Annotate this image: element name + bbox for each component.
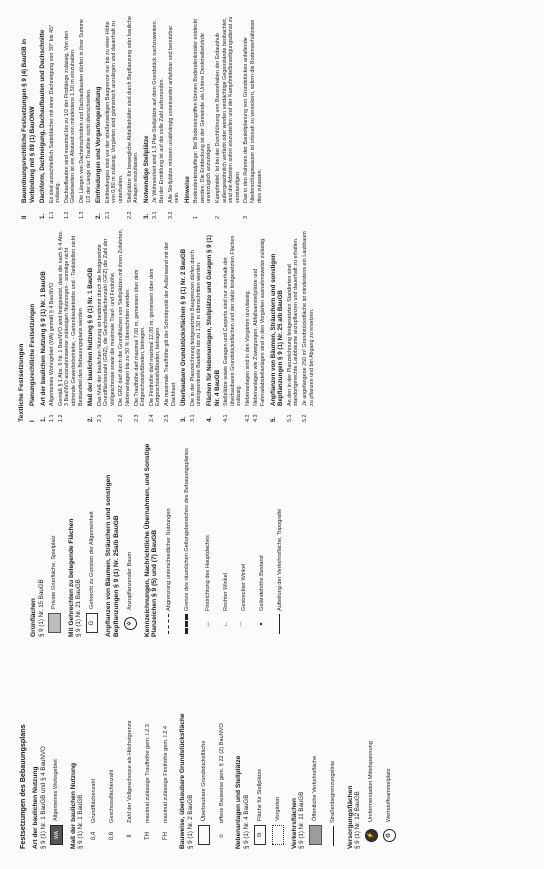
text-heading xyxy=(270,227,285,422)
legend-row xyxy=(308,644,324,849)
height-point-icon: ▾ xyxy=(259,622,266,626)
legend-row xyxy=(326,644,342,849)
legend-label: Geländehöhe Bestand xyxy=(258,555,265,611)
section-subheading: § 9 (1) Nr. 11 BauGB xyxy=(298,791,306,849)
item-text: Art der baulichen Nutzung § 9 (1) Nr. 1 BauGB xyxy=(39,271,47,406)
item-text: Das in den Rahmen der Bauleitplanung von Grundstücken anfallende Niederschlagswasser ist ortsnah zu versickern, sofern die Bodenverhältnisse dies zulassen. xyxy=(243,19,263,203)
item-number: 1.1 xyxy=(49,414,56,422)
firsthoehe-symbol: FH xyxy=(163,832,170,840)
legend-label: Firstrichtung des Hauptdaches xyxy=(204,535,211,611)
text-heading xyxy=(39,14,47,219)
section-heading: Maß der baulichen Nutzung xyxy=(69,762,77,849)
grz-symbol: 0,4 xyxy=(91,831,98,841)
legend-label: Vorgärten xyxy=(274,796,281,821)
item-text: Gemäß § 1 Abs. 6 Nr. 1 BauNVO wird festgesetzt, dass die nach § 4 Abs. 3 BauNVO ausnahmsweise zulässigen Nutzungen - sonstige nicht störende Gewerbebetriebe, - Gartenbaubetriebe und - Tankstellen nicht Bestandteil des Bebauungsplans werden. xyxy=(57,230,84,406)
item-text: Flächen für Nebenanlagen, Stellplätze und Garagen § 9 (1) Nr. 4 BauGB xyxy=(205,235,221,406)
section-subheading: § 9 (1) Nr. 4 BauGB xyxy=(242,794,250,849)
legend-label: Abgrenzung unterschiedlicher Nutzungen xyxy=(165,508,172,611)
legend-row xyxy=(104,644,120,849)
text-paragraph xyxy=(168,14,181,219)
legend-label: Umformerstation Mittelspannung xyxy=(368,741,374,822)
item-number: 4. xyxy=(205,416,213,422)
item-text: Als maximale Traufhöhe gilt der Schnittpunkt der Außenwand mit der Dachhaut. xyxy=(164,242,177,406)
text-paragraph xyxy=(127,14,140,219)
item-text: Überbaubare Grundstücksflächen § 9 (1) Nr. 2 BauGB xyxy=(180,248,188,406)
baugrenze-symbol xyxy=(198,825,210,845)
section-subheading: § 9 (1) Nr. 21 BauGB xyxy=(75,579,83,637)
item-text: Nebenanlagen sind in den Vorgärten unzulässig. xyxy=(244,290,251,406)
item-text: Kampfmittel: Ist bei der Durchführung von Bauvorhaben der Erdaushub außergewöhnlich verfärbt oder werden verdächtige Gegenstände beobachtet, sind die Arbeiten sofort einzustellen und der Kampfmittelbeseitigungsdienst zu verständigen. xyxy=(215,16,241,203)
legend-row xyxy=(214,644,230,849)
item-text: Einfriedungen sind vor der straßenseitigen Baugrenze nur bis zu einer Höhe von 0,80 m zulässig. Vorgärten sind gärtnerisch anzulegen und dauerhaft zu unterhalten. xyxy=(104,21,124,203)
item-text: Maß der baulichen Nutzung § 9 (1) Nr. 1 BauGB xyxy=(87,267,95,406)
legend-row xyxy=(47,432,63,637)
item-text: Planungsrechtliche Festsetzungen xyxy=(29,303,36,406)
right-angle-icon: ∟ xyxy=(222,621,229,627)
item-number: 2.3 xyxy=(133,414,140,422)
legend-label: Gehrecht zu Gunsten der Allgemeinheit xyxy=(89,511,96,609)
item-number: 5.1 xyxy=(286,414,293,422)
item-text: Stellplätze sowie Garagen und Carports sind nur innerhalb der überbaubaren Grundstücksflächen und der dafür festgesetzten Flächen zulässig. xyxy=(223,235,243,406)
item-text: Die Traufhöhe darf maximal 7,00 m, gemessen über dem Erdgeschossfußboden, betragen. xyxy=(133,269,147,406)
bauweise-symbol: o xyxy=(219,834,226,838)
item-text: Notwendige Stellplätze xyxy=(142,135,150,203)
section-heading: Verkehrsflächen xyxy=(290,798,298,849)
verkehrsflaeche-symbol xyxy=(309,825,322,845)
legend-label: maximal zulässige Traufhöhe gem. I.2.3 xyxy=(145,724,152,823)
item-number: II xyxy=(21,215,28,219)
item-number: 3 xyxy=(243,216,250,219)
legend-row xyxy=(86,644,102,849)
section-heading: Bauweise, überbaubare Grundstücksfläche xyxy=(179,713,187,849)
legend-row xyxy=(254,432,270,637)
item-text: Die GRZ darf durch die Grundflächen von Stellplätzen mit ihren Zufahrten, Nebenanlagen bis zu 50 % überschritten werden. xyxy=(118,228,132,406)
text-paragraph xyxy=(287,227,300,422)
legend-label: maximal zulässige Firsthöhe gem. I.2.4 xyxy=(163,726,170,823)
text-items xyxy=(21,14,263,219)
text-paragraph xyxy=(49,14,62,219)
legend-row xyxy=(270,644,286,849)
item-text: Einfriedungen und Vorgartengestaltung xyxy=(95,86,103,203)
item-number: 4.1 xyxy=(223,414,230,422)
section-heading: Mit Gehrechten zu belegende Flächen xyxy=(67,518,75,637)
legend-label: Öffentliche Verkehrsfläche xyxy=(312,755,319,821)
umformerstation-icon: ⚡ xyxy=(365,829,378,842)
legend-section-sonstige xyxy=(200,432,288,637)
legend-row xyxy=(236,432,252,637)
legend-label: Zahl der Vollgeschosse als Höchstgrenze xyxy=(127,720,134,823)
text-heading xyxy=(40,227,48,422)
item-text: Stellplätze für bewegliche Abfallbehälter sind durch Bepflanzung oder bauliche Anlagen einzufassen. xyxy=(126,16,140,203)
legend-section-versorgung xyxy=(347,644,398,849)
legend-label: offene Bauweise gem. § 22 (2) BauNVO xyxy=(218,723,225,823)
item-text: Alle Stellplätze müssen unabhängig voneinander anfahrbar und benutzbar sein. xyxy=(167,25,181,203)
text-heading xyxy=(184,14,192,219)
geltungsbereich-symbol xyxy=(185,614,188,634)
item-text: Die Längen von Dacheinschnitten und Dachaufbauten dürfen in ihrer Summe 1/2 der Länge der Trauflinie nicht überschreiten. xyxy=(79,19,92,203)
item-number: 4.3 xyxy=(253,414,260,422)
text-paragraph xyxy=(164,227,177,422)
item-number: 2. xyxy=(95,213,103,219)
legend-column-1 xyxy=(18,644,534,849)
item-text: Bodendenkmalpflege: Bei Bodeneingriffen können Bodendenkmäler entdeckt werden. Die Entdeckung ist der Gemeinde als Untere Denkmalbehörde unverzüglich anzuzeigen. xyxy=(193,19,213,203)
section-heading: Art der baulichen Nutzung xyxy=(32,766,39,849)
legend-row xyxy=(196,644,212,849)
text-paragraph xyxy=(152,14,165,219)
legend-row xyxy=(252,644,268,849)
legend-label: Anzupflanzender Baum xyxy=(127,551,134,610)
item-number: 1. xyxy=(39,416,47,422)
item-text: Das Maß der baulichen Nutzung ist bestimmt durch die festgesetzte Grundflächenzahl (GRZ), die Geschossflächenzahl (GFZ) die Zahl der Vollgeschosse sowie die maximale Trauf- und Firsthöhe. xyxy=(96,238,116,406)
wa-symbol: WA xyxy=(50,825,63,845)
text-paragraph xyxy=(118,227,131,422)
legend-label: Grundflächenzahl xyxy=(91,779,98,823)
legend-label: Grenze des räumlichen Geltungsbereiches des Bebauungsplanes xyxy=(183,448,190,611)
legend-row xyxy=(84,432,100,637)
section-heading: Kennzeichnungen, Nachrichtliche Übernahmen, und Sonstige Planzeichen § 9 (5) und (7) BauGB xyxy=(143,443,159,637)
text-paragraph xyxy=(97,227,117,422)
item-number: 2.2 xyxy=(118,414,125,422)
text-paragraph xyxy=(49,227,56,422)
stellplatz-symbol: St xyxy=(254,825,266,845)
item-text: Dachaufbauten sind maximal bis zu 1/2 der Firstlänge zulässig. Von den Giebelseiten ist ein Abstand von mindestens 1,50 m einzuhalten. xyxy=(63,30,77,203)
item-number: 3.1 xyxy=(152,211,159,219)
text-paragraph xyxy=(105,14,125,219)
text-paragraph xyxy=(134,227,147,422)
legend-label: Allgemeines Wohngebiet xyxy=(53,759,60,821)
text-paragraph xyxy=(193,14,213,219)
vollgeschoss-symbol: II xyxy=(127,834,134,838)
item-number: 2. xyxy=(87,416,95,422)
topografie-symbol xyxy=(279,614,280,634)
text-title: Textliche Festsetzungen xyxy=(18,343,25,422)
legend-row xyxy=(272,432,288,637)
legend-label: Überbaubare Grundstücksfläche xyxy=(200,740,207,821)
legend-row xyxy=(49,644,65,849)
text-heading xyxy=(143,14,151,219)
section-heading: Versorgungsflächen xyxy=(346,785,354,849)
legend-row xyxy=(158,644,174,849)
item-text: Dachform, Dachneigung, Dachaufbauten und Dachschnitte xyxy=(39,29,47,203)
text-paragraph xyxy=(58,227,84,422)
legend-row xyxy=(161,432,177,637)
legend-row xyxy=(179,432,195,637)
item-number: 1.1 xyxy=(48,211,55,219)
gfz-symbol: 0,6 xyxy=(109,831,116,841)
item-number: 2.1 xyxy=(104,211,111,219)
section-heading: Grünflächen xyxy=(30,598,37,637)
item-text: Nebenanlagen wie Zuwegungen, Abfallsammelplätze und Fahrradabstellanlagen sind in den Vorgärten ausnahmsweise zulässig. xyxy=(253,237,267,406)
legend-section-kennzeichnungen xyxy=(144,432,195,637)
section-subheading: § 9 (1) Nr. 15 BauGB xyxy=(37,579,45,637)
legend-label: Aufteilung der Verkehrsfläche, Topografie xyxy=(276,508,283,611)
legend-row xyxy=(123,432,139,637)
section-subheading: § 9 (1) Nr. 12 BauGB xyxy=(354,791,362,849)
item-number: 2.5 xyxy=(164,414,170,422)
gruenflaeche-symbol xyxy=(48,613,61,633)
straight-angle-icon: ⌒ xyxy=(242,621,249,628)
text-paragraph xyxy=(302,227,315,422)
item-text: Allgemeines Wohngebiet (WA) gemäß § 4 BauNVO xyxy=(49,282,56,406)
item-text: Hinweise xyxy=(183,176,191,203)
text-paragraph xyxy=(190,227,203,422)
text-items xyxy=(29,227,315,422)
text-column-1 xyxy=(18,227,534,422)
legend-label: Straßenbegrenzungslinie xyxy=(330,760,337,823)
text-paragraph xyxy=(215,14,241,219)
traufhoehe-symbol: TH xyxy=(145,832,152,840)
item-number: 1. xyxy=(39,213,47,219)
item-text: An den in der Planzeichnung festgesetzten Standorten sind standortgerechte Laubbäume anzupflanzen und dauerhaft zu erhalten. xyxy=(286,237,300,406)
item-number: 3.1 xyxy=(189,414,196,422)
legend-row xyxy=(122,644,138,849)
text-paragraph xyxy=(223,227,243,422)
legend-label: Rechter Winkel xyxy=(222,573,229,611)
item-number: I xyxy=(29,420,36,422)
item-number: 1.2 xyxy=(57,414,64,422)
text-paragraph xyxy=(149,227,162,422)
item-number: 3. xyxy=(142,213,150,219)
item-text: Je Wohneinheit sind 1,5 Pkw-Stellplätze auf dem Grundstück nachzuweisen. Bei der Ermittlung ist auf die volle Zahl aufzurunden. xyxy=(152,20,165,203)
legend-section-nebenanlagen xyxy=(235,644,286,849)
legend-row xyxy=(218,432,234,637)
vorgarten-symbol xyxy=(272,825,284,845)
text-heading xyxy=(180,227,188,422)
legend-label: Gestreckter Winkel xyxy=(240,563,247,611)
item-number: 2 xyxy=(215,216,222,219)
text-paragraph xyxy=(253,227,266,422)
item-text: Je angefangene 250 m² Grundstücksfläche ist mindestens ein Laubbaum zu pflanzen und bei Abgang zu ersetzen. xyxy=(301,231,315,406)
item-number: 4.2 xyxy=(244,414,251,422)
item-text: Es sind ausschließlich Satteldächer mit einer Dachneigung von 30° bis 45° zulässig. xyxy=(48,24,62,203)
item-number: 2.2 xyxy=(126,211,133,219)
legend-row xyxy=(200,432,216,637)
tree-icon: ✲ xyxy=(124,617,137,630)
legend-label: Private Grünfläche, Spielplatz xyxy=(51,535,58,609)
legend-row xyxy=(381,644,397,849)
section-heading: Nebenanlagen und Stellplätze xyxy=(235,755,243,849)
section-subheading: § 9 (1) Nr. 2 BauGB xyxy=(186,794,194,849)
item-number: 2.1 xyxy=(96,414,103,422)
text-column-2 xyxy=(18,14,534,219)
text-heading xyxy=(21,14,36,219)
item-number: 5. xyxy=(269,416,277,422)
wertstoff-icon: ♻ xyxy=(383,829,396,842)
text-heading xyxy=(206,227,221,422)
legend-section-gruen xyxy=(30,432,63,637)
legend-label: Wertstoffsammelplatz xyxy=(386,768,392,822)
section-subheading: § 9 (1) Nr. 1 BauGB und § 4 BauNVO xyxy=(39,746,47,849)
item-number: 3.2 xyxy=(167,211,174,219)
text-heading xyxy=(29,227,37,422)
item-number: 1.2 xyxy=(63,211,70,219)
legend-section-verkehr xyxy=(291,644,342,849)
item-number: 1 xyxy=(193,216,200,219)
legend-title: Festsetzungen des Bebauungsplans xyxy=(18,724,27,849)
item-text: Die Firsthöhe darf maximal 12,00 m, gemessen über dem Erdgeschossfußboden, betragen. xyxy=(148,268,162,406)
item-number xyxy=(184,203,192,219)
text-paragraph xyxy=(243,14,263,219)
abgrenzung-symbol xyxy=(168,614,169,634)
text-heading xyxy=(95,14,103,219)
legend-row xyxy=(363,644,379,849)
legend-label: Geschossflächenzahl xyxy=(109,769,116,823)
item-number: 3. xyxy=(180,416,188,422)
item-number: 2.4 xyxy=(148,414,155,422)
item-text: Die in der Planzeichnung festgesetzten Baugrenzen dürfen durch untergeordnete Bauteile bis zu 1,50 m überschritten werden. xyxy=(189,250,203,406)
gehrecht-symbol: G xyxy=(86,613,98,633)
legend-section-bauweise xyxy=(179,644,230,849)
strassenbegrenzung-symbol xyxy=(333,826,334,846)
legend-label: Fläche für Stellplätze xyxy=(256,768,263,821)
section-subheading: § 9 (1) Nr. 1 BauGB xyxy=(77,794,85,849)
text-paragraph xyxy=(245,227,252,422)
legend-section-gehrecht xyxy=(68,432,101,637)
text-paragraph xyxy=(64,14,77,219)
text-paragraph xyxy=(79,14,92,219)
item-number: 5.2 xyxy=(301,414,308,422)
item-number: 1.3 xyxy=(79,211,86,219)
legend-row xyxy=(140,644,156,849)
text-heading xyxy=(87,227,95,422)
section-heading: Anpflanzen von Bäumen, Sträuchern und sonstigen Bepflanzungen § 9 (1) Nr. 25a/b BauGB xyxy=(105,474,120,637)
firstrichtung-icon: ↔ xyxy=(204,621,211,627)
legend-column-2 xyxy=(18,432,534,637)
legend-section-anpflanzen xyxy=(105,432,138,637)
legend-section-mass xyxy=(70,644,175,849)
legend-section-art xyxy=(32,644,65,849)
item-text: Bauordnungsrechtliche Festsetzungen § 9 (4) BauGB in Verbindung mit § 89 (1) BauONW xyxy=(21,39,36,203)
item-text: Anpflanzen von Bäumen, Sträuchern und sonstigen Bepflanzungen § 9 (1) Nr. 25 a/b BauGB xyxy=(269,253,285,406)
